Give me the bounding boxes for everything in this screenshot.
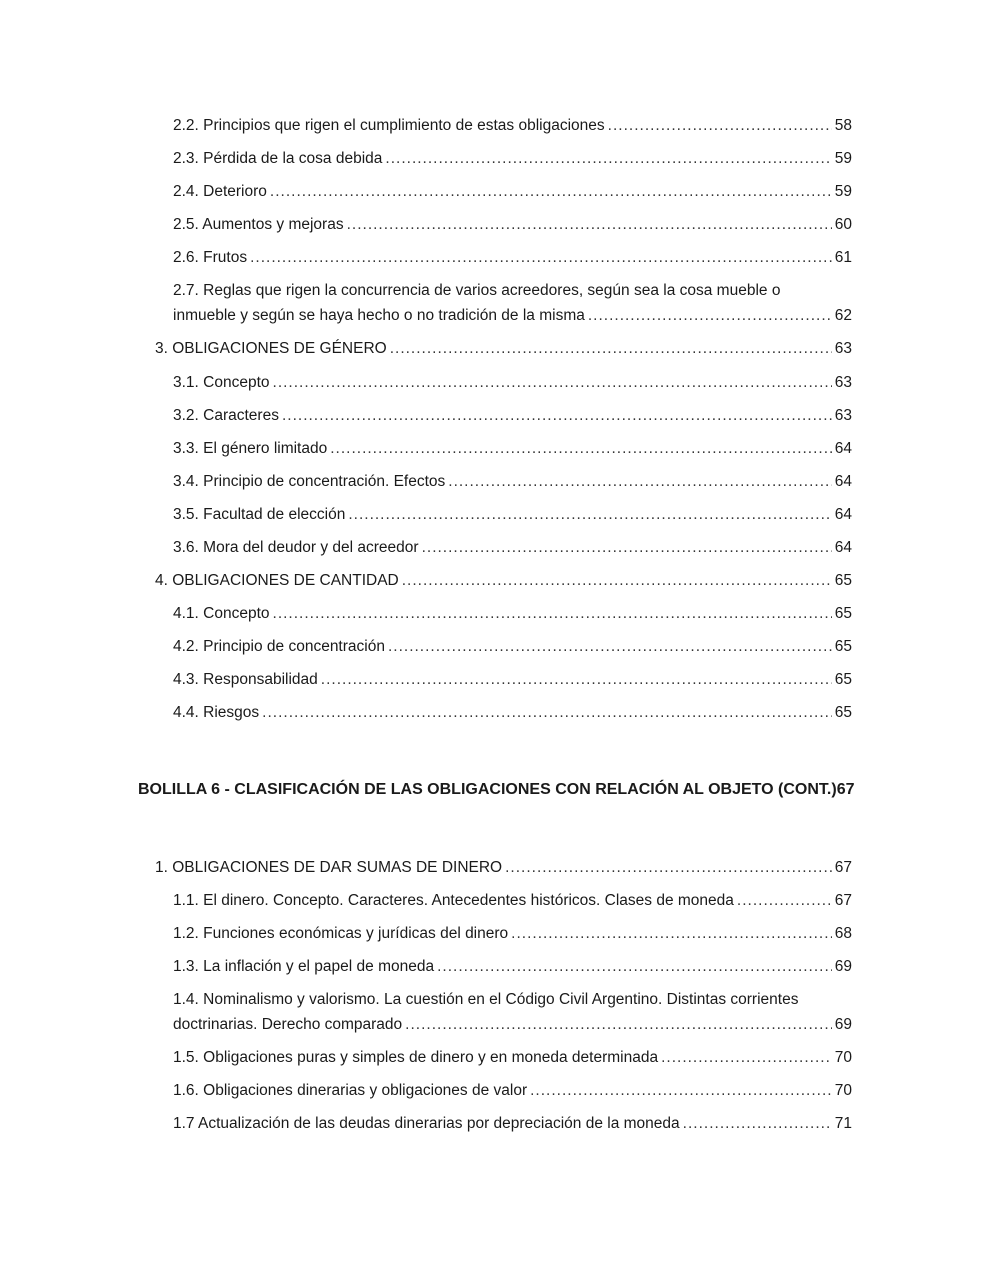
toc-entry[interactable] [155,855,852,880]
toc-entry-text: 1.6. Obligaciones dinerarias y obligaciones de valor [173,1082,528,1099]
toc-entry-page: 62 [834,307,852,324]
dot-leader [273,370,832,395]
section-heading-page: 67 [836,781,855,798]
toc-entry[interactable] [173,370,852,395]
toc-entry-text: 3.3. El género limitado [173,440,328,457]
toc-entry-text: 3.6. Mora del deudor y del acreedor [173,539,419,556]
toc-entry-text-line1: 1.4. Nominalismo y valorismo. La cuestión en el Código Civil Argentino. Distintas corrientes [173,991,799,1008]
toc-entry[interactable] [173,921,852,946]
toc-entry-text: 2.6. Frutos [173,249,248,266]
toc-entry[interactable] [173,1045,852,1070]
toc-entry-page: 67 [834,892,852,909]
dot-leader [511,921,832,946]
toc-entry-text: 2.5. Aumentos y mejoras [173,216,344,233]
toc-entry-text: 3.5. Facultad de elección [173,506,346,523]
toc-entry[interactable] [173,212,852,237]
toc-entry[interactable] [173,667,852,692]
toc-entry[interactable] [173,502,852,527]
dot-leader [273,601,832,626]
toc-entry-text: 3.2. Caracteres [173,407,279,424]
toc-entry[interactable] [173,245,852,270]
toc-entry[interactable] [173,278,852,328]
toc-entry-page: 63 [834,340,852,357]
toc-entry-text: 1. OBLIGACIONES DE DAR SUMAS DE DINERO [155,859,503,876]
toc-entry-text: 1.3. La inflación y el papel de moneda [173,958,435,975]
dot-leader [405,1012,832,1037]
toc-entry[interactable] [173,700,852,725]
toc-entry-page: 64 [834,440,852,457]
toc-entry-text: 3.4. Principio de concentración. Efectos [173,473,446,490]
toc-entry-text: 2.4. Deterioro [173,183,267,200]
toc-entry-page: 59 [834,183,852,200]
toc-entry[interactable] [173,113,852,138]
dot-leader [422,535,832,560]
toc-entry[interactable] [155,568,852,593]
toc-entry-page: 64 [834,539,852,556]
dot-leader [321,667,832,692]
toc-entry-page: 61 [834,249,852,266]
toc-entry-page: 65 [834,704,852,721]
toc-entry[interactable] [173,1078,852,1103]
dot-leader [608,113,832,138]
toc-entry-page: 70 [834,1082,852,1099]
section-heading-text: BOLILLA 6 - CLASIFICACIÓN DE LAS OBLIGACIONES CON RELACIÓN AL OBJETO (CONT.) [138,781,837,798]
dot-leader [390,336,832,361]
toc-entry-page: 64 [834,506,852,523]
toc-entry-text: 4.3. Responsabilidad [173,671,318,688]
toc-entry-text: inmueble y según se haya hecho o no tradición de la misma [173,307,585,324]
toc-entry-text: 4.4. Riesgos [173,704,260,721]
toc-entry-text: 4.2. Principio de concentración [173,638,385,655]
toc-entry-text: 2.3. Pérdida de la cosa debida [173,150,383,167]
dot-leader [737,888,832,913]
toc-entry-text: 3. OBLIGACIONES DE GÉNERO [155,340,387,357]
dot-leader [385,146,831,171]
toc-entry-text: 4.1. Concepto [173,605,270,622]
toc-entry[interactable] [173,954,852,979]
toc-entry-page: 71 [834,1115,852,1132]
toc-entry[interactable] [173,469,852,494]
toc-entry[interactable] [155,336,852,361]
toc-entry-text: 1.5. Obligaciones puras y simples de dinero y en moneda determinada [173,1049,659,1066]
toc-entry[interactable] [173,601,852,626]
dot-leader [505,855,832,880]
toc-entry-text: 2.2. Principios que rigen el cumplimiento de estas obligaciones [173,117,605,134]
toc-entry[interactable] [173,179,852,204]
toc-entry-text: 1.1. El dinero. Concepto. Caracteres. Antecedentes históricos. Clases de moneda [173,892,734,909]
dot-leader [448,469,831,494]
toc-entry-text: doctrinarias. Derecho comparado [173,1016,403,1033]
dot-leader [347,212,832,237]
toc-entry-page: 59 [834,150,852,167]
dot-leader [262,700,832,725]
dot-leader [388,634,832,659]
toc-entry-text: 1.2. Funciones económicas y jurídicas del dinero [173,925,509,942]
toc-entry-page: 60 [834,216,852,233]
toc-entry[interactable] [173,146,852,171]
dot-leader [270,179,832,204]
dot-leader [402,568,832,593]
toc-entry-page: 65 [834,605,852,622]
toc-entry-page: 63 [834,407,852,424]
toc-entry-page: 70 [834,1049,852,1066]
toc-entry-page: 63 [834,374,852,391]
toc-entry[interactable] [173,436,852,461]
toc-entry-page: 65 [834,671,852,688]
toc-entry[interactable] [173,535,852,560]
dot-leader [348,502,831,527]
toc-entry-page: 58 [834,117,852,134]
toc-entry[interactable] [173,888,852,913]
toc-entry-text: 1.7 Actualización de las deudas dinerarias por depreciación de la moneda [173,1115,680,1132]
dot-leader [330,436,832,461]
dot-leader [530,1078,832,1103]
dot-leader [683,1111,832,1136]
dot-leader [661,1045,832,1070]
toc-entry[interactable] [173,987,852,1037]
toc-entry-page: 64 [834,473,852,490]
toc-entry-page: 67 [834,859,852,876]
toc-entry-page: 65 [834,572,852,589]
dot-leader [282,403,832,428]
dot-leader [250,245,832,270]
toc-entry-page: 65 [834,638,852,655]
dot-leader [437,954,832,979]
toc-entry-page: 69 [834,958,852,975]
section-heading[interactable] [138,777,855,802]
toc-entry-text-line1: 2.7. Reglas que rigen la concurrencia de varios acreedores, según sea la cosa mueble o [173,282,781,299]
toc-entry[interactable] [173,403,852,428]
dot-leader [588,303,832,328]
toc-entry-text: 4. OBLIGACIONES DE CANTIDAD [155,572,399,589]
toc-entry-page: 69 [834,1016,852,1033]
toc-entry-text: 3.1. Concepto [173,374,270,391]
toc-entry[interactable] [173,1111,852,1136]
toc-entry[interactable] [173,634,852,659]
toc-entry-page: 68 [834,925,852,942]
